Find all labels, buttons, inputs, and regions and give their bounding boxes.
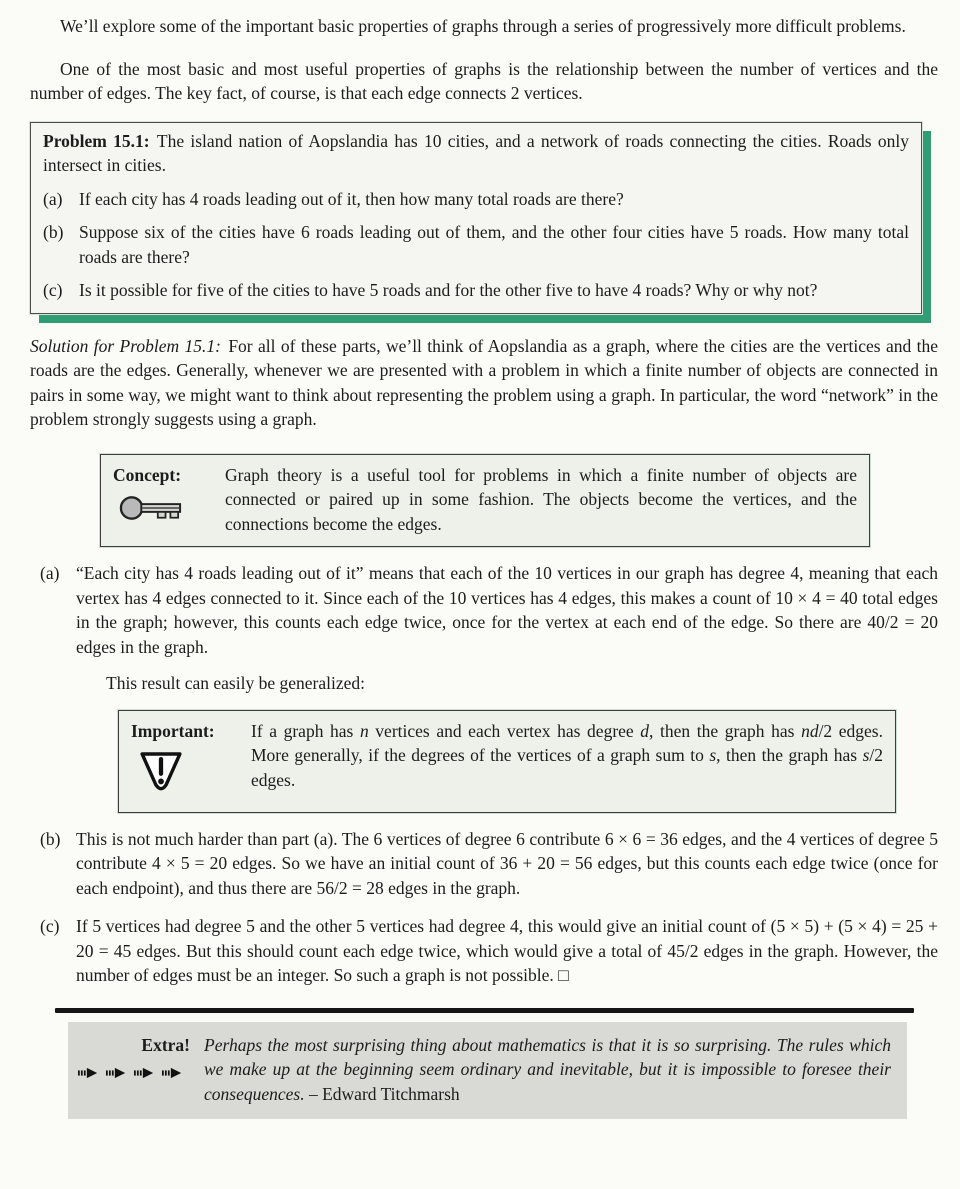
extra-quote-block — [204, 1033, 891, 1107]
item-text: “Each city has 4 roads leading out of it” means that each of the 10 vertices in our graph has degree 4, meaning that each vertex has 4 edges connected to it. Since each of the 10 vertices has 4 edges, this makes a count of 10 × 4 = 40 total edges in the graph; however, this counts each edge twice, once for the vertex at each end of the edge. So there are 40/2 = 20 edges in the graph. — [76, 563, 938, 657]
exclamation-triangle-icon — [137, 749, 185, 802]
solution-label: Solution for Problem 15.1: — [30, 335, 221, 356]
item-marker: (b) — [40, 828, 61, 849]
extra-box — [68, 1022, 907, 1120]
concept-box — [100, 454, 870, 548]
problem-item-c — [43, 278, 909, 303]
extra-label-column — [78, 1033, 204, 1107]
item-text: Suppose six of the cities have 6 roads leading out of them, and the other four cities have 5 roads. How many total roads are there? — [79, 222, 909, 267]
problem-item-b — [43, 220, 909, 269]
triple-arrow-icon — [78, 1062, 190, 1087]
item-text: If each city has 4 roads leading out of it, then how many total roads are there? — [79, 188, 624, 209]
problem-statement — [43, 129, 909, 178]
intro-paragraph-1: We’ll explore some of the important basic properties of graphs through a series of progressively more difficult problems. — [60, 16, 906, 36]
item-marker: (a) — [40, 563, 60, 583]
extra-quote: Perhaps the most surprising thing about mathematics is that it is so surprising. The rules which we make up at the beginning seem ordinary and inevitable, but it is impossible to foresee their consequences. — [204, 1034, 891, 1104]
concept-label: Concept: — [113, 464, 182, 485]
solution-part-b — [40, 827, 938, 901]
concept-text: Graph theory is a useful tool for problems in which a finite number of objects are connected or paired up in some fashion. The objects become the vertices, and the connections become the edges. — [225, 464, 857, 534]
item-text: If 5 vertices had degree 5 and the other 5 vertices had degree 4, this would give an initial count of (5 × 5) + (5 × 4) = 25 + 20 = 45 edges. But this should count each edge twice, which would give a total of 45/2 edges in the graph. However, the number of edges must be an integer. So such a graph is not possible. □ — [76, 916, 938, 985]
item-marker: (c) — [43, 280, 63, 300]
concept-label-column — [113, 463, 225, 537]
extra-label: Extra! — [141, 1034, 190, 1055]
solution-part-a — [40, 561, 938, 659]
important-label-column — [131, 719, 251, 802]
solution-paragraph — [30, 334, 938, 432]
item-marker: (c) — [40, 916, 60, 936]
section-divider-rule — [55, 1008, 914, 1013]
problem-item-a — [43, 187, 909, 212]
generalized-line: This result can easily be generalized: — [106, 673, 365, 693]
problem-intro-text: The island nation of Aopslandia has 10 cities, and a network of roads connecting the cities. Roads only intersect in cities. — [43, 130, 909, 175]
important-box — [118, 710, 896, 813]
important-text: If a graph has n vertices and each vertex has degree d, then the graph has nd/2 edges. More generally, if the degrees of the vertices of a graph sum to s, then the graph has s/2 edges. — [251, 720, 884, 790]
item-marker: (b) — [43, 222, 64, 242]
solution-part-c — [40, 914, 938, 988]
key-icon — [119, 493, 183, 530]
solution-text: For all of these parts, we’ll think of Aopslandia as a graph, where the cities are the vertices and the roads are the edges. Generally, whenever we are presented with a problem in which a finite number of objects are connected in pairs in some way, we might want to think about representing the problem using a graph. In particular, the word “network” in the problem strongly suggests using a graph. — [30, 335, 938, 429]
extra-attribution: – Edward Titchmarsh — [308, 1083, 460, 1104]
item-text: Is it possible for five of the cities to have 5 roads and for the other five to have 4 roads? Why or why not? — [79, 280, 818, 300]
problem-label: Problem 15.1: — [43, 130, 150, 151]
important-label: Important: — [131, 720, 215, 741]
problem-box — [30, 122, 922, 314]
intro-paragraph-2: One of the most basic and most useful properties of graphs is the relationship between the number of vertices and the number of edges. The key fact, of course, is that each edge connects 2 vertices. — [30, 58, 938, 103]
item-marker: (a) — [43, 188, 63, 209]
item-text: This is not much harder than part (a). The 6 vertices of degree 6 contribute 6 × 6 = 36 edges, and the 4 vertices of degree 5 contribute 4 × 5 = 20 edges. So we have an initial count of 36 + 20 = 56 edges, but this counts each edge twice (once for each endpoint), and thus there are 56/2 = 28 edges in the graph. — [76, 828, 938, 898]
